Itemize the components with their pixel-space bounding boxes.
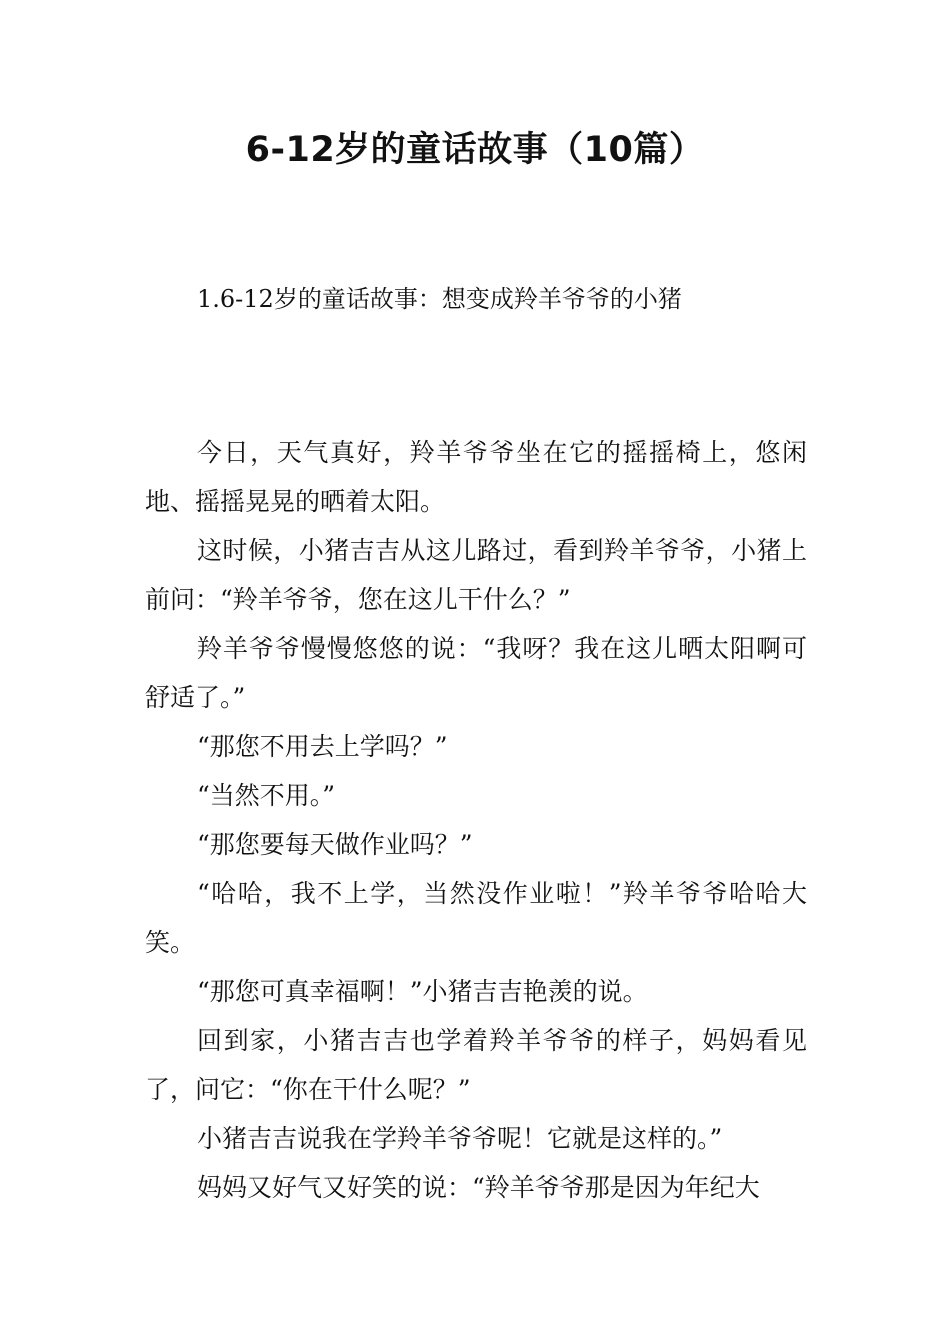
story-body bbox=[145, 428, 807, 1212]
section-heading: 1.6-12岁的童话故事：想变成羚羊爷爷的小猪 bbox=[197, 285, 682, 313]
paragraph: 这时候，小猪吉吉从这儿路过，看到羚羊爷爷，小猪上前问：“羚羊爷爷，您在这儿干什么？” bbox=[145, 536, 807, 614]
paragraph: “那您不用去上学吗？” bbox=[197, 732, 448, 761]
paragraph: 妈妈又好气又好笑的说：“羚羊爷爷那是因为年纪大 bbox=[197, 1173, 760, 1202]
paragraph: “那您可真幸福啊！”小猪吉吉艳羡的说。 bbox=[197, 977, 648, 1006]
paragraph: “那您要每天做作业吗？” bbox=[197, 830, 473, 859]
paragraph: 回到家，小猪吉吉也学着羚羊爷爷的样子，妈妈看见了，问它：“你在干什么呢？” bbox=[145, 1026, 807, 1104]
paragraph: 今日，天气真好，羚羊爷爷坐在它的摇摇椅上，悠闲地、摇摇晃晃的晒着太阳。 bbox=[145, 438, 807, 516]
paragraph: “哈哈，我不上学，当然没作业啦！”羚羊爷爷哈哈大笑。 bbox=[145, 879, 807, 957]
paragraph: 小猪吉吉说我在学羚羊爷爷呢！它就是这样的。” bbox=[197, 1124, 723, 1153]
document-title: 6-12岁的童话故事（10篇） bbox=[245, 130, 705, 170]
paragraph: 羚羊爷爷慢慢悠悠的说：“我呀？我在这儿晒太阳啊可舒适了。” bbox=[145, 634, 807, 712]
paragraph: “当然不用。” bbox=[197, 781, 336, 810]
